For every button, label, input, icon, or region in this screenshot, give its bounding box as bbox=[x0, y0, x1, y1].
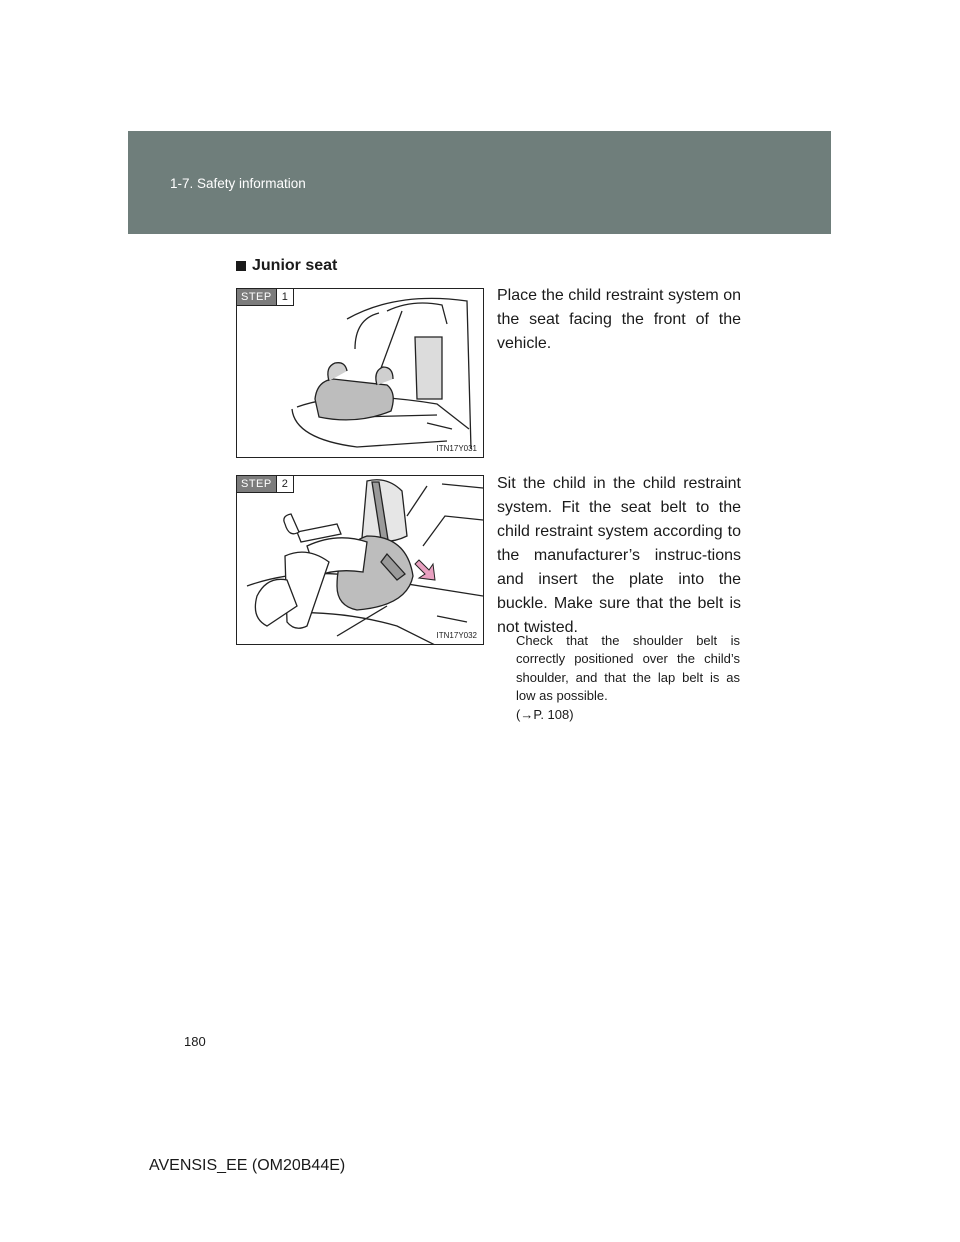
junior-seat-illustration bbox=[237, 289, 484, 458]
section-title: 1-7. Safety information bbox=[170, 176, 306, 191]
note-text: Check that the shoulder belt is correctly positioned over the child’s shoulder, and that the lap belt is as low as possible. bbox=[516, 633, 740, 704]
step-2-text: Sit the child in the child restraint system. Fit the seat belt to the child restraint system according to the manufacturer’s instruc-tions and insert the plate into the buckle. Make sure that the belt is not twisted. bbox=[497, 475, 741, 636]
note-box bbox=[516, 632, 740, 724]
figure-step-1 bbox=[236, 288, 484, 458]
figure-code: ITN17Y031 bbox=[436, 444, 477, 453]
step-label: STEP bbox=[237, 289, 276, 305]
figure-step-2 bbox=[236, 475, 484, 645]
section-heading bbox=[236, 257, 337, 275]
page-number: 180 bbox=[184, 1034, 206, 1049]
heading-title: Junior seat bbox=[252, 257, 338, 274]
step-number: 2 bbox=[276, 476, 293, 492]
square-bullet-icon bbox=[236, 261, 246, 271]
step-badge bbox=[237, 476, 294, 493]
child-in-seat-illustration bbox=[237, 476, 484, 645]
header-band bbox=[128, 131, 831, 234]
footer-model: AVENSIS_EE (OM20B44E) bbox=[149, 1157, 346, 1174]
step-1-text: Place the child restraint system on the seat facing the front of the vehicle. bbox=[497, 287, 741, 352]
step-badge bbox=[237, 289, 294, 306]
step-label: STEP bbox=[237, 476, 276, 492]
figure-code: ITN17Y032 bbox=[436, 631, 477, 640]
page-reference-link[interactable]: (→P. 108) bbox=[516, 706, 574, 722]
step-number: 1 bbox=[276, 289, 293, 305]
insert-direction-arrow-icon bbox=[415, 560, 435, 580]
